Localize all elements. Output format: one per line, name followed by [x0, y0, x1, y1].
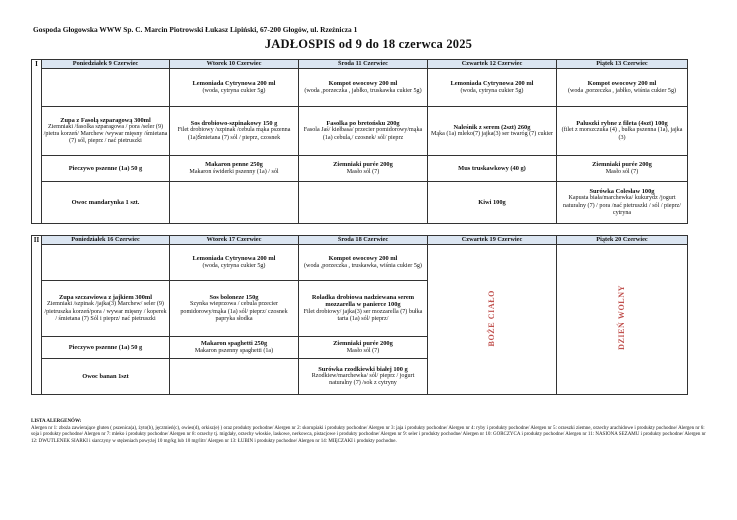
week-1-table — [31, 59, 688, 224]
menu-cell: Naleśnik z serem (2szt) 260g Mąka (1a) mleko(7) jajka(3) ser twaróg (7) cukier — [428, 107, 557, 156]
menu-cell: Sos drobiowo-szpinakowy 150 g Filet drobiowy /szpinak /cebula mąka pszenna (1a)Śmietana (7) sól / pieprz, czosnek — [170, 107, 299, 156]
day-header: Piątek 20 Czerwiec — [557, 236, 688, 245]
menu-cell: Owoc banan 1szt — [42, 359, 170, 395]
menu-cell: Kiwi 100g — [428, 182, 557, 224]
day-header: Poniedziałek 16 Czerwiec — [42, 236, 170, 245]
menu-cell: Surówka Colesław 100g Kapusta biała/marchewka/ kukurydz /jogurt naturalny (7) / pora /nać pietruszki / sól / pieprz/ cytryna — [557, 182, 688, 224]
menu-cell: Ziemniaki purée 200g Masło sól (7) — [299, 156, 428, 182]
company-header: Gospoda Głogowska WWW Sp. C. Marcin Piotrowski Łukasz Lipiński, 67-200 Głogów, ul. Rzeźnicza 1 — [33, 25, 358, 34]
menu-cell: Pieczywo pszenne (1a) 50 g — [42, 156, 170, 182]
allergen-text: Alergen nr 1: zboża zawierające gluten ( pszenica(a), żyto(b), jęczmień(c), owies(d), orkisz(e) ) oraz produkty pochodne/ Alergen nr 2: skorupiaki i produkty pochodne/ Alergen nr 3: jaja i produkty pochodne/ Alergen nr 4: ryby i produkty pochodne/ Alergen nr 5: orzeszki ziemne, orzechy arachidowe i produkty pochodne/ Alergen nr 6: soja i produkty pochodne/ Alergen nr 7: mleko i produkty pochodne/ Alergen nr 8: orzechy tj. migdały, orzechy włoskie, laskowe, nerkowca, pistacjowe i produkty pochodne/ Alergen nr 9: seler i produkty pochodne/ Alergen nr 10: GORCZYCA i produkty pochodne/ Alergen nr 11: NASIONA SEZAMU i produkty pochodne/ Alergen nr 12: DWUTLENEK SIARKI i siarczyny w stężeniach powyżej 10 mg/kg lub 10 mg/litr/ Alergen nr 13: ŁUBIN i produkty pochodne/ Alergen nr 14: MIĘCZAKI i produkty pochodne. — [31, 425, 706, 444]
week-2-label: II — [32, 236, 42, 395]
menu-cell: Zupa z Fasolą szparagową 300ml Ziemniaki /fasolka szparagowa / pora /seler (9) /pietra korzeń/ Marchew /wywar mięsny /śmietana (7) sól, pieprz / nać pietruszki — [42, 107, 170, 156]
menu-cell: Lemoniada Cytrynowa 200 ml (woda, cytryna cukier 5g) — [170, 69, 299, 107]
menu-cell — [42, 245, 170, 281]
day-header: Środa 18 Czerwiec — [299, 236, 428, 245]
allergen-heading: LISTA ALERGENÓW: — [31, 419, 82, 424]
menu-cell: Lemoniada Cytrynowa 200 ml (woda, cytryna cukier 5g) — [428, 69, 557, 107]
menu-cell: Ziemniaki purée 200g Masło sól (7) — [557, 156, 688, 182]
menu-cell: Makaron penne 250g Makaron świderki pszenny (1a) / sól — [170, 156, 299, 182]
menu-cell: Roladka drobiowa nadziewana serem mozzarella w panierce 100g Filet drobiowy/ jajka(3) ser mozzarella (7) bułka tarta (1a) sól/ pieprz/ — [299, 281, 428, 337]
menu-cell: Mus truskawkowy (40 g) — [428, 156, 557, 182]
allergen-list — [31, 419, 711, 445]
day-header: Piątek 13 Czerwiec — [557, 60, 688, 69]
menu-cell: Kompot owocowy 200 ml (woda ,porzeczka , jabłko, wiśnia cukier 5g) — [557, 69, 688, 107]
menu-cell — [299, 182, 428, 224]
week-1-label: I — [32, 60, 42, 224]
menu-cell — [170, 182, 299, 224]
menu-cell: Kompot owocowy 200 ml (woda ,porzeczka , truskawka, wiśnia cukier 5g) — [299, 245, 428, 281]
holiday-cell-thursday: BOŻE CIAŁO — [428, 245, 557, 395]
menu-cell: Pieczywo pszenne (1a) 50 g — [42, 337, 170, 359]
week-2-table — [31, 235, 688, 395]
day-header: Czwartek 12 Czerwiec — [428, 60, 557, 69]
menu-cell: Kompot owocowy 200 ml (woda ,porzeczka , jabłko, truskawka cukier 5g) — [299, 69, 428, 107]
holiday-cell-friday: DZIEŃ WOLNY — [557, 245, 688, 395]
menu-cell: Lemoniada Cytrynowa 200 ml (woda, cytryna cukier 5g) — [170, 245, 299, 281]
day-header: Czwartek 19 Czerwiec — [428, 236, 557, 245]
menu-cell: Makaron spaghetti 250g Makaron pszenny spaghetti (1a) — [170, 337, 299, 359]
menu-cell: Paluszki rybne z fileta (4szt) 100g (filet z morszczuka (4) , bułka pszenna (1a), jajka (3) — [557, 107, 688, 156]
day-header: Środa 11 Czerwiec — [299, 60, 428, 69]
menu-cell: Zupa szczawiowa z jajkiem 300ml Ziemniaki /szpinak /jajka(3) Marchew/ seler (9) /pietruszka korzeń/pora / wywar mięsny / koperek / śmietana (7) Sól i pieprz/ nać pietruszki — [42, 281, 170, 337]
day-header: Poniedziałek 9 Czerwiec — [42, 60, 170, 69]
day-header: Wtorek 17 Czerwiec — [170, 236, 299, 245]
menu-cell: Fasolka po bretońsku 200g Fasola Jaś/ kiełbasa/ przecier pomidorowy/mąka (1a) cebula,/ czosnek/ sól/ pieprz — [299, 107, 428, 156]
menu-title: JADŁOSPIS od 9 do 18 czerwca 2025 — [264, 37, 473, 51]
menu-cell: Surówka rzodkiewki białej 100 g Rzodkiew/marchewka/ sól/ pieprz / jogurt naturalny (7) /sok z cytryny — [299, 359, 428, 395]
menu-cell: Ziemniaki purée 200g Masło sól (7) — [299, 337, 428, 359]
menu-cell — [170, 359, 299, 395]
menu-cell: Owoc mandarynka 1 szt. — [42, 182, 170, 224]
day-header: Wtorek 10 Czerwiec — [170, 60, 299, 69]
menu-cell — [42, 69, 170, 107]
menu-cell: Sos boloneze 150g Szynka wieprzowa / cebula przecier pomidorowy/mąka (1a) sól/ pieprz/ czosnek papryka słodka — [170, 281, 299, 337]
